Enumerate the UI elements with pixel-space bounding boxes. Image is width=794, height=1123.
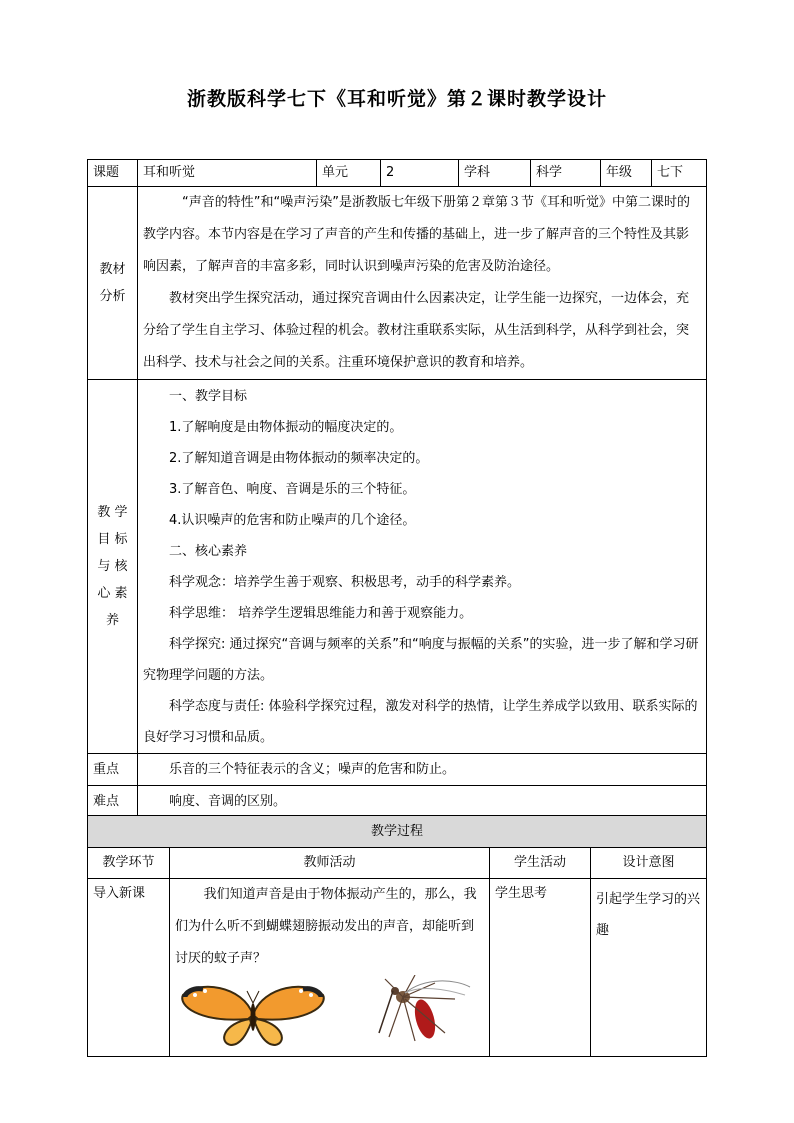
grade-label: 年级 xyxy=(601,160,652,187)
document-title: 浙教版科学七下《耳和听觉》第２课时教学设计 xyxy=(186,88,607,110)
teacher-activity-cell xyxy=(170,879,490,1057)
topic-value: 耳和听觉 xyxy=(138,160,317,187)
design-intent-cell: 引起学生学习的兴趣 xyxy=(591,879,707,1057)
process-title: 教学过程 xyxy=(88,816,707,848)
goals-content xyxy=(138,380,707,754)
student-activity-cell: 学生思考 xyxy=(490,879,591,1057)
teaching-process-table xyxy=(87,815,707,1057)
goal-item-2: 2.了解知道音调是由物体振动的频率决定的。 xyxy=(169,450,429,466)
competency-item-4: 科学态度与责任: 体验科学探究过程，激发对科学的热情，让学生养成学以致用、联系实际的良好学习习惯和品质。 xyxy=(143,698,698,745)
goals-label-line2: 目 标 xyxy=(97,532,128,547)
col-header-intent: 设计意图 xyxy=(591,848,707,879)
goal-item-1: 1.了解响度是由物体振动的幅度决定的。 xyxy=(169,419,403,435)
butterfly-icon xyxy=(175,975,375,1047)
analysis-label xyxy=(88,187,138,380)
goals-row xyxy=(88,380,707,754)
subject-label: 学科 xyxy=(459,160,531,187)
teacher-activity-text: 我们知道声音是由于物体振动产生的，那么，我们为什么听不到蝴蝶翅膀振动发出的声音，却能听到讨厌的蚊子声？ xyxy=(175,887,477,966)
analysis-label-line2: 分析 xyxy=(99,289,126,304)
goals-label-line4: 心 素 xyxy=(97,586,128,601)
unit-value: 2 xyxy=(381,160,459,187)
col-header-teacher: 教师活动 xyxy=(170,848,490,879)
goals-label xyxy=(88,380,138,754)
key-point-row xyxy=(88,754,707,786)
mosquito-icon xyxy=(375,975,485,1047)
key-point-value: 乐音的三个特征表示的含义；噪声的危害和防止。 xyxy=(138,754,707,786)
col-header-student: 学生活动 xyxy=(490,848,591,879)
analysis-label-line1: 教材 xyxy=(99,262,126,277)
competency-item-3: 科学探究: 通过探究“音调与频率的关系”和“响度与振幅的关系”的实验，进一步了解和学习研究物理学问题的方法。 xyxy=(143,636,699,683)
goals-label-line5: 养 xyxy=(105,613,119,628)
lesson-info-table xyxy=(87,159,707,818)
analysis-row xyxy=(88,187,707,380)
competency-item-2: 科学思维： 培养学生逻辑思维能力和善于观察能力。 xyxy=(169,605,473,621)
analysis-paragraph-1: “声音的特性”和“噪声污染”是浙教版七年级下册第２章第３节《耳和听觉》中第二课时的教学内容。本节内容是在学习了声音的产生和传播的基础上，进一步了解声音的三个特性及其影响因素，了解声音的丰富多彩，同时认识到噪声污染的危害及防治途径。 xyxy=(143,195,690,274)
process-title-row xyxy=(88,816,707,848)
grade-value: 七下 xyxy=(652,160,707,187)
subject-value: 科学 xyxy=(531,160,601,187)
process-header-row xyxy=(88,848,707,879)
competency-item-1: 科学观念：培养学生善于观察、积极思考，动手的科学素养。 xyxy=(169,574,521,590)
difficulty-row xyxy=(88,786,707,818)
analysis-paragraph-2: 教材突出学生探究活动，通过探究音调由什么因素决定，让学生能一边探究，一边体会，充分给了学生自主学习、体验过程的机会。教材注重联系实际，从生活到科学，从科学到社会，突出科学、技术与社会之间的关系。注重环境保护意识的教育和培养。 xyxy=(143,291,690,370)
difficulty-value: 响度、音调的区别。 xyxy=(138,786,707,818)
process-row-intro xyxy=(88,879,707,1057)
header-row xyxy=(88,160,707,187)
goal-item-4: 4.认识噪声的危害和防止噪声的几个途径。 xyxy=(169,512,416,528)
difficulty-label: 难点 xyxy=(88,786,138,818)
goal-item-3: 3.了解音色、响度、音调是乐的三个特征。 xyxy=(169,481,416,497)
goals-label-line3: 与 核 xyxy=(97,559,128,574)
col-header-stage: 教学环节 xyxy=(88,848,170,879)
goals-label-line1: 教 学 xyxy=(97,505,128,520)
key-point-label: 重点 xyxy=(88,754,138,786)
stage-cell: 导入新课 xyxy=(88,879,170,1057)
topic-label: 课题 xyxy=(88,160,138,187)
insect-illustrations xyxy=(175,975,484,1047)
goals-heading-1: 一、教学目标 xyxy=(169,388,248,404)
unit-label: 单元 xyxy=(317,160,381,187)
analysis-content xyxy=(138,187,707,380)
goals-heading-2: 二、核心素养 xyxy=(169,543,248,559)
